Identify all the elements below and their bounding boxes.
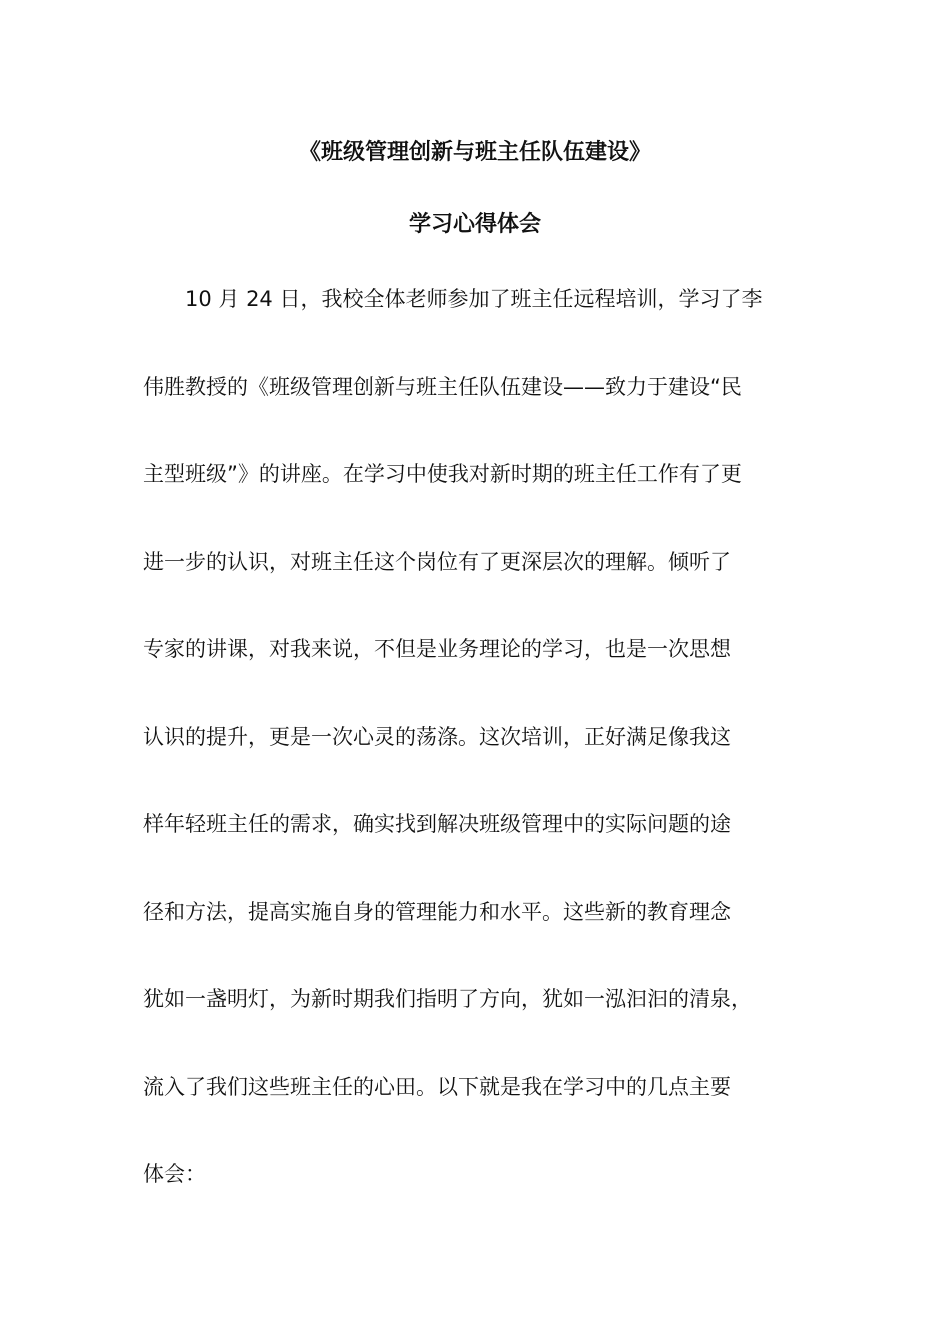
paragraph-line: 体会： <box>143 1162 206 1186</box>
paragraph-line: 进一步的认识，对班主任这个岗位有了更深层次的理解。倾听了 <box>143 549 731 574</box>
paragraph-line: 流入了我们这些班主任的心田。以下就是我在学习中的几点主要 <box>143 1074 731 1099</box>
paragraph-line: 径和方法，提高实施自身的管理能力和水平。这些新的教育理念 <box>143 899 731 924</box>
paragraph-line: 10 月 24 日，我校全体老师参加了班主任远程培训，学习了李 <box>185 287 763 311</box>
paragraph-line: 样年轻班主任的需求，确实找到解决班级管理中的实际问题的途 <box>143 812 731 836</box>
document-title: 《班级管理创新与班主任队伍建设》 <box>298 140 651 165</box>
paragraph-line: 专家的讲课，对我来说，不但是业务理论的学习，也是一次思想 <box>143 637 731 661</box>
paragraph-line: 犹如一盏明灯，为新时期我们指明了方向，犹如一泓汩汩的清泉， <box>143 987 752 1011</box>
paragraph-line: 认识的提升，更是一次心灵的荡涤。这次培训，正好满足像我这 <box>143 724 731 749</box>
paragraph-line: 主型班级”》的讲座。在学习中使我对新时期的班主任工作有了更 <box>143 462 742 486</box>
document-subtitle: 学习心得体会 <box>408 212 541 237</box>
body-paragraph <box>143 279 807 1242</box>
paragraph-line: 伟胜教授的《班级管理创新与班主任队伍建设——致力于建设“民 <box>143 374 742 399</box>
